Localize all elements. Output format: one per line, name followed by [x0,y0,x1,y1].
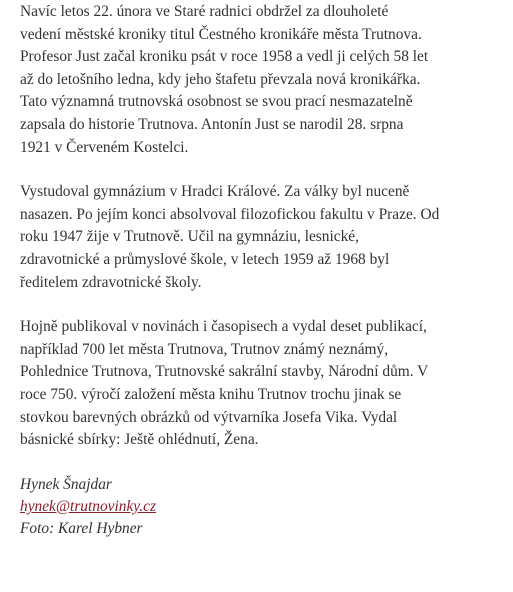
text-line: 1921 v Červeném Kostelci. [20,138,189,156]
article-body [20,0,506,540]
text-line: nasazen. Po jejím konci absolvoval filozofickou fakultu v Praze. Od [20,205,440,223]
text-line: Profesor Just začal kroniku psát v roce 1958 a vedl ji celých 58 let [20,48,429,66]
paragraph-education [20,181,506,294]
author-email-link[interactable]: hynek@trutnovinky.cz [20,497,156,515]
text-line: například 700 let města Trutnova, Trutnov známý neznámý, [20,340,389,358]
text-line: Hojně publikoval v novinách i časopisech a vydal deset publikací, [20,318,427,336]
text-line: Tato významná trutnovská osobnost se svou prací nesmazatelně [20,93,413,111]
text-line: Vystudoval gymnázium v Hradci Králové. Za války byl nuceně [20,183,410,201]
article-signature [20,474,506,541]
text-line: roku 1947 žije v Trutnově. Učil na gymnáziu, lesnické, [20,228,359,246]
text-line: stovkou barevných obrázků od výtvarníka Josefa Vika. Vydal [20,408,398,426]
text-line: roce 750. výročí založení města knihu Trutnov trochu jinak se [20,385,402,403]
paragraph-biography-intro [20,1,506,159]
text-line: až do letošního ledna, kdy jeho štafetu převzala nová kronikářka. [20,70,421,88]
author-email-line [20,496,506,518]
text-line: vedení městské kroniky titul Čestného kronikáře města Trutnova. [20,25,422,43]
paragraph-publications [20,316,506,452]
text-line: zdravotnické a průmyslové škole, v letech 1959 až 1968 byl [20,250,390,268]
text-line: ředitelem zdravotnické školy. [20,273,202,291]
text-line: Pohlednice Trutnova, Trutnovské sakrální stavby, Národní dům. V [20,363,429,381]
author-name: Hynek Šnajdar [20,475,112,493]
photo-credit: Foto: Karel Hybner [20,520,143,538]
text-line: Navíc letos 22. února ve Staré radnici obdržel za dlouholeté [20,3,389,20]
text-line: básnické sbírky: Ještě ohlédnutí, Žena. [20,431,259,449]
text-line: zapsala do historie Trutnova. Antonín Just se narodil 28. srpna [20,115,404,133]
